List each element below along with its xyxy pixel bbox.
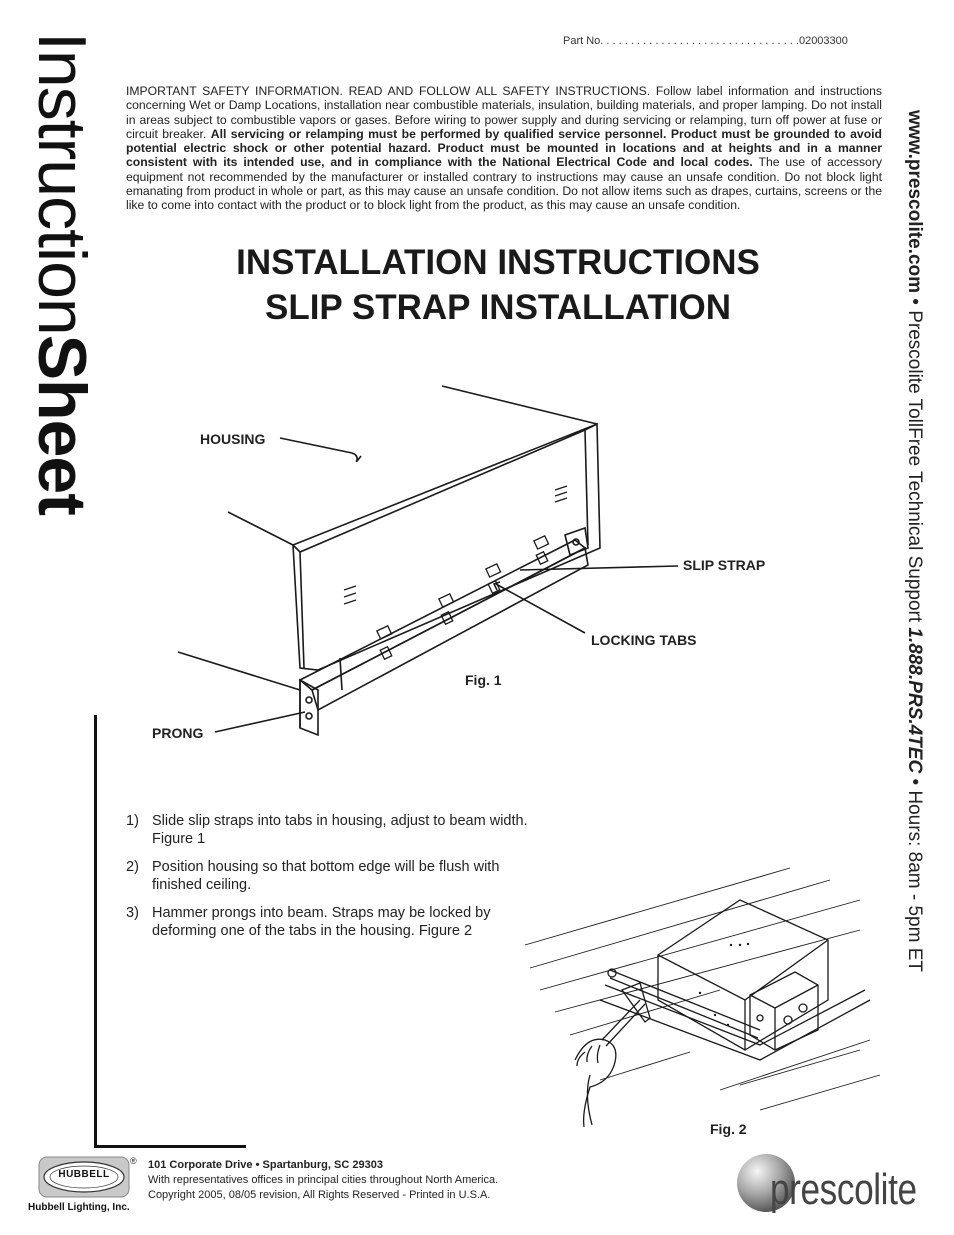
part-number-value: 02003300 (798, 35, 848, 47)
prong-label: PRONG (152, 725, 204, 741)
figure-2-caption: Fig. 2 (710, 1121, 747, 1137)
figure-1-caption: Fig. 1 (465, 672, 502, 688)
footer-copyright: Copyright 2005, 08/05 revision, All Rights Reserved - Printed in U.S.A. (148, 1189, 491, 1201)
step-number: 1) (126, 813, 139, 829)
step-item (126, 904, 546, 940)
safety-text-2: The use of accessory equipment not recommended by the manufacturer or installed contrary to instructions may cause an unsafe condition. Do not block light emanating from product in whole or part, as this may cause an unsafe condition. Do not allow items such as drapes, curtains, screens or the like to come into contact with the product or to block light from the product, as this may cause an unsafe condition. (126, 155, 882, 213)
support-phone: 1.888.PRS.4TEC (904, 627, 925, 774)
frame-line-vertical (94, 715, 97, 1148)
instruction-sheet-title (24, 32, 100, 515)
bullet-separator: • (904, 293, 925, 311)
locking-tabs-label: LOCKING TABS (591, 632, 697, 648)
slip-strap-label: SLIP STRAP (683, 557, 766, 573)
sheet-word: Sheet (24, 334, 100, 515)
bullet-separator-2: • (904, 773, 925, 791)
registered-mark: ® (130, 1156, 137, 1166)
page-title (126, 240, 870, 330)
part-number (563, 35, 848, 47)
hubbell-logo-text: HUBBELL (58, 1169, 110, 1180)
frame-line-horizontal (94, 1145, 246, 1148)
housing-label: HOUSING (200, 431, 266, 447)
hubbell-caption: Hubbell Lighting, Inc. (28, 1202, 130, 1213)
footer-address: 101 Corporate Drive • Spartanburg, SC 29303 (148, 1159, 383, 1171)
step-item (126, 812, 546, 848)
instruction-word: Instruction (24, 32, 100, 335)
step-text: Hammer prongs into beam. Straps may be locked by deforming one of the tabs in the housing. Figure 2 (152, 905, 491, 939)
title-line-2: SLIP STRAP INSTALLATION (264, 288, 732, 327)
installation-steps (126, 812, 546, 950)
prescolite-wordmark: prescolite (770, 1165, 917, 1214)
title-line-1: INSTALLATION INSTRUCTIONS (236, 243, 760, 282)
figure-2-drawing (520, 865, 890, 1130)
part-number-label: Part No. (563, 35, 604, 47)
step-text: Slide slip straps into tabs in housing, adjust to beam width. Figure 1 (152, 813, 528, 847)
step-number: 3) (126, 905, 139, 921)
support-hours: Hours: 8am - 5pm ET (904, 790, 925, 972)
website-link[interactable]: www.prescolite.com (904, 110, 925, 294)
step-text: Position housing so that bottom edge will be flush with finished ceiling. (152, 859, 500, 893)
safety-information (126, 84, 882, 213)
safety-text-1: IMPORTANT SAFETY INFORMATION. READ AND FOLLOW ALL SAFETY INSTRUCTIONS. Follow label information and instructions concerning Wet or Damp Locations, installation near combustible materials, insulation, building materials, and proper lamping. Do not install in areas subject to combustible vapors or gases. Before wiring to power supply and during servicing or relamping, turn off power at fuse or circuit breaker. (126, 84, 882, 141)
support-text: Prescolite TollFree Technical Support (904, 310, 925, 628)
footer-text (148, 1158, 498, 1203)
safety-text-bold: All servicing or relamping must be performed by qualified service personnel. Product must be grounded to avoid potential electric shock or other potential hazard. Product must be mounted in locations and at heights and in a manner consistent with its intended use, and in compliance with the National Electrical Code and local codes. (126, 126, 882, 170)
step-number: 2) (126, 859, 139, 875)
part-number-dots: . . . . . . . . . . . . . . . . . . . . . . . . . . . . . . . . (603, 35, 799, 47)
footer-offices: With representatives offices in principal cities throughout North America. (148, 1174, 499, 1186)
step-item (126, 858, 546, 894)
contact-strip (903, 110, 925, 972)
